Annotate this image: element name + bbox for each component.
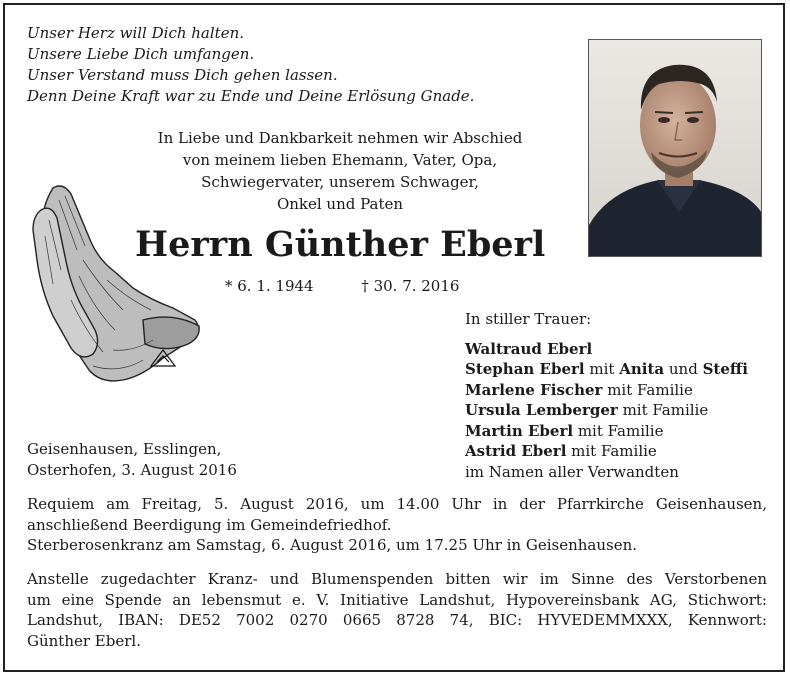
mourner-name: Ursula Lemberger [465,401,618,419]
place-line: Osterhofen, 3. August 2016 [27,461,237,479]
mourner-name: Marlene Fischer [465,380,603,399]
requiem-line: Sterberosenkranz am Samstag, 6. August 2016, um 17.25 Uhr in Geisenhausen. [27,536,638,554]
donation-text [27,569,767,651]
death-date: † 30. 7. 2016 [361,277,460,295]
intro-line: Schwiegervater, unserem Schwager, [201,173,479,191]
poem-line: Unsere Liebe Dich umfangen. [27,45,255,63]
mourner-name: Martin Eberl [465,421,574,440]
place-line: Geisenhausen, Esslingen, [27,440,222,458]
birth-date: * 6. 1. 1944 [225,277,314,295]
donation-line: Anstelle zugedachter Kranz- und Blumenspenden bitten wir im Sinne des Verstorbenen [27,570,767,588]
mourner-line [465,380,785,401]
mourner-name: Stephan Eberl [465,360,585,378]
requiem-text [27,494,767,556]
mourner-name: Astrid Eberl [465,442,567,460]
mourners-list [465,309,785,482]
mourner-text: und [664,360,703,378]
mourner-name: Waltraud Eberl [465,339,593,358]
praying-hands-icon [23,180,203,395]
mourner-text: mit [584,360,620,378]
mourner-name: Anita [619,360,665,378]
life-dates [225,275,525,297]
mourner-line [465,421,785,442]
mourner-name: Steffi [702,360,748,378]
donation-line: Günther Eberl. [27,631,141,650]
mourner-line [465,400,785,421]
obituary-notice [3,3,785,672]
intro-line: Onkel und Paten [276,195,404,213]
donation-line: um eine Spende an lebensmut e. V. Initiative Landshut, Hypovereinsbank AG, Stichwort: [27,590,767,609]
poem [27,23,567,107]
place-date [27,439,327,481]
intro-line: von meinem lieben Ehemann, Vater, Opa, [182,151,498,169]
requiem-line: Requiem am Freitag, 5. August 2016, um 14.00 Uhr in der Pfarrkirche Geisenhausen, [27,495,767,513]
mourner-text: mit Familie [602,380,693,399]
poem-line: Denn Deine Kraft war zu Ende und Deine Erlösung Gnade. [27,87,475,105]
intro-line: In Liebe und Dankbarkeit nehmen wir Abschied [157,129,523,147]
mourners-heading: In stiller Trauer: [465,310,592,328]
requiem-line: anschließend Beerdigung im Gemeindefriedhof. [27,515,392,534]
poem-line: Unser Verstand muss Dich gehen lassen. [27,66,338,84]
deceased-name: Herrn Günther Eberl [135,224,546,265]
portrait-photo [588,39,762,257]
mourner-text: mit Familie [573,421,664,440]
mourner-text: mit Familie [617,401,709,419]
mourner-line [465,441,785,462]
mourner-line [465,339,785,360]
mourner-line [465,359,785,380]
donation-line: Landshut, IBAN: DE52 7002 0270 0665 8728 74, BIC: HYVEDEMMXXX, Kennwort: [27,611,767,629]
poem-line: Unser Herz will Dich halten. [27,24,245,42]
mourners-closing: im Namen aller Verwandten [465,462,679,481]
mourner-text: mit Familie [566,442,657,460]
